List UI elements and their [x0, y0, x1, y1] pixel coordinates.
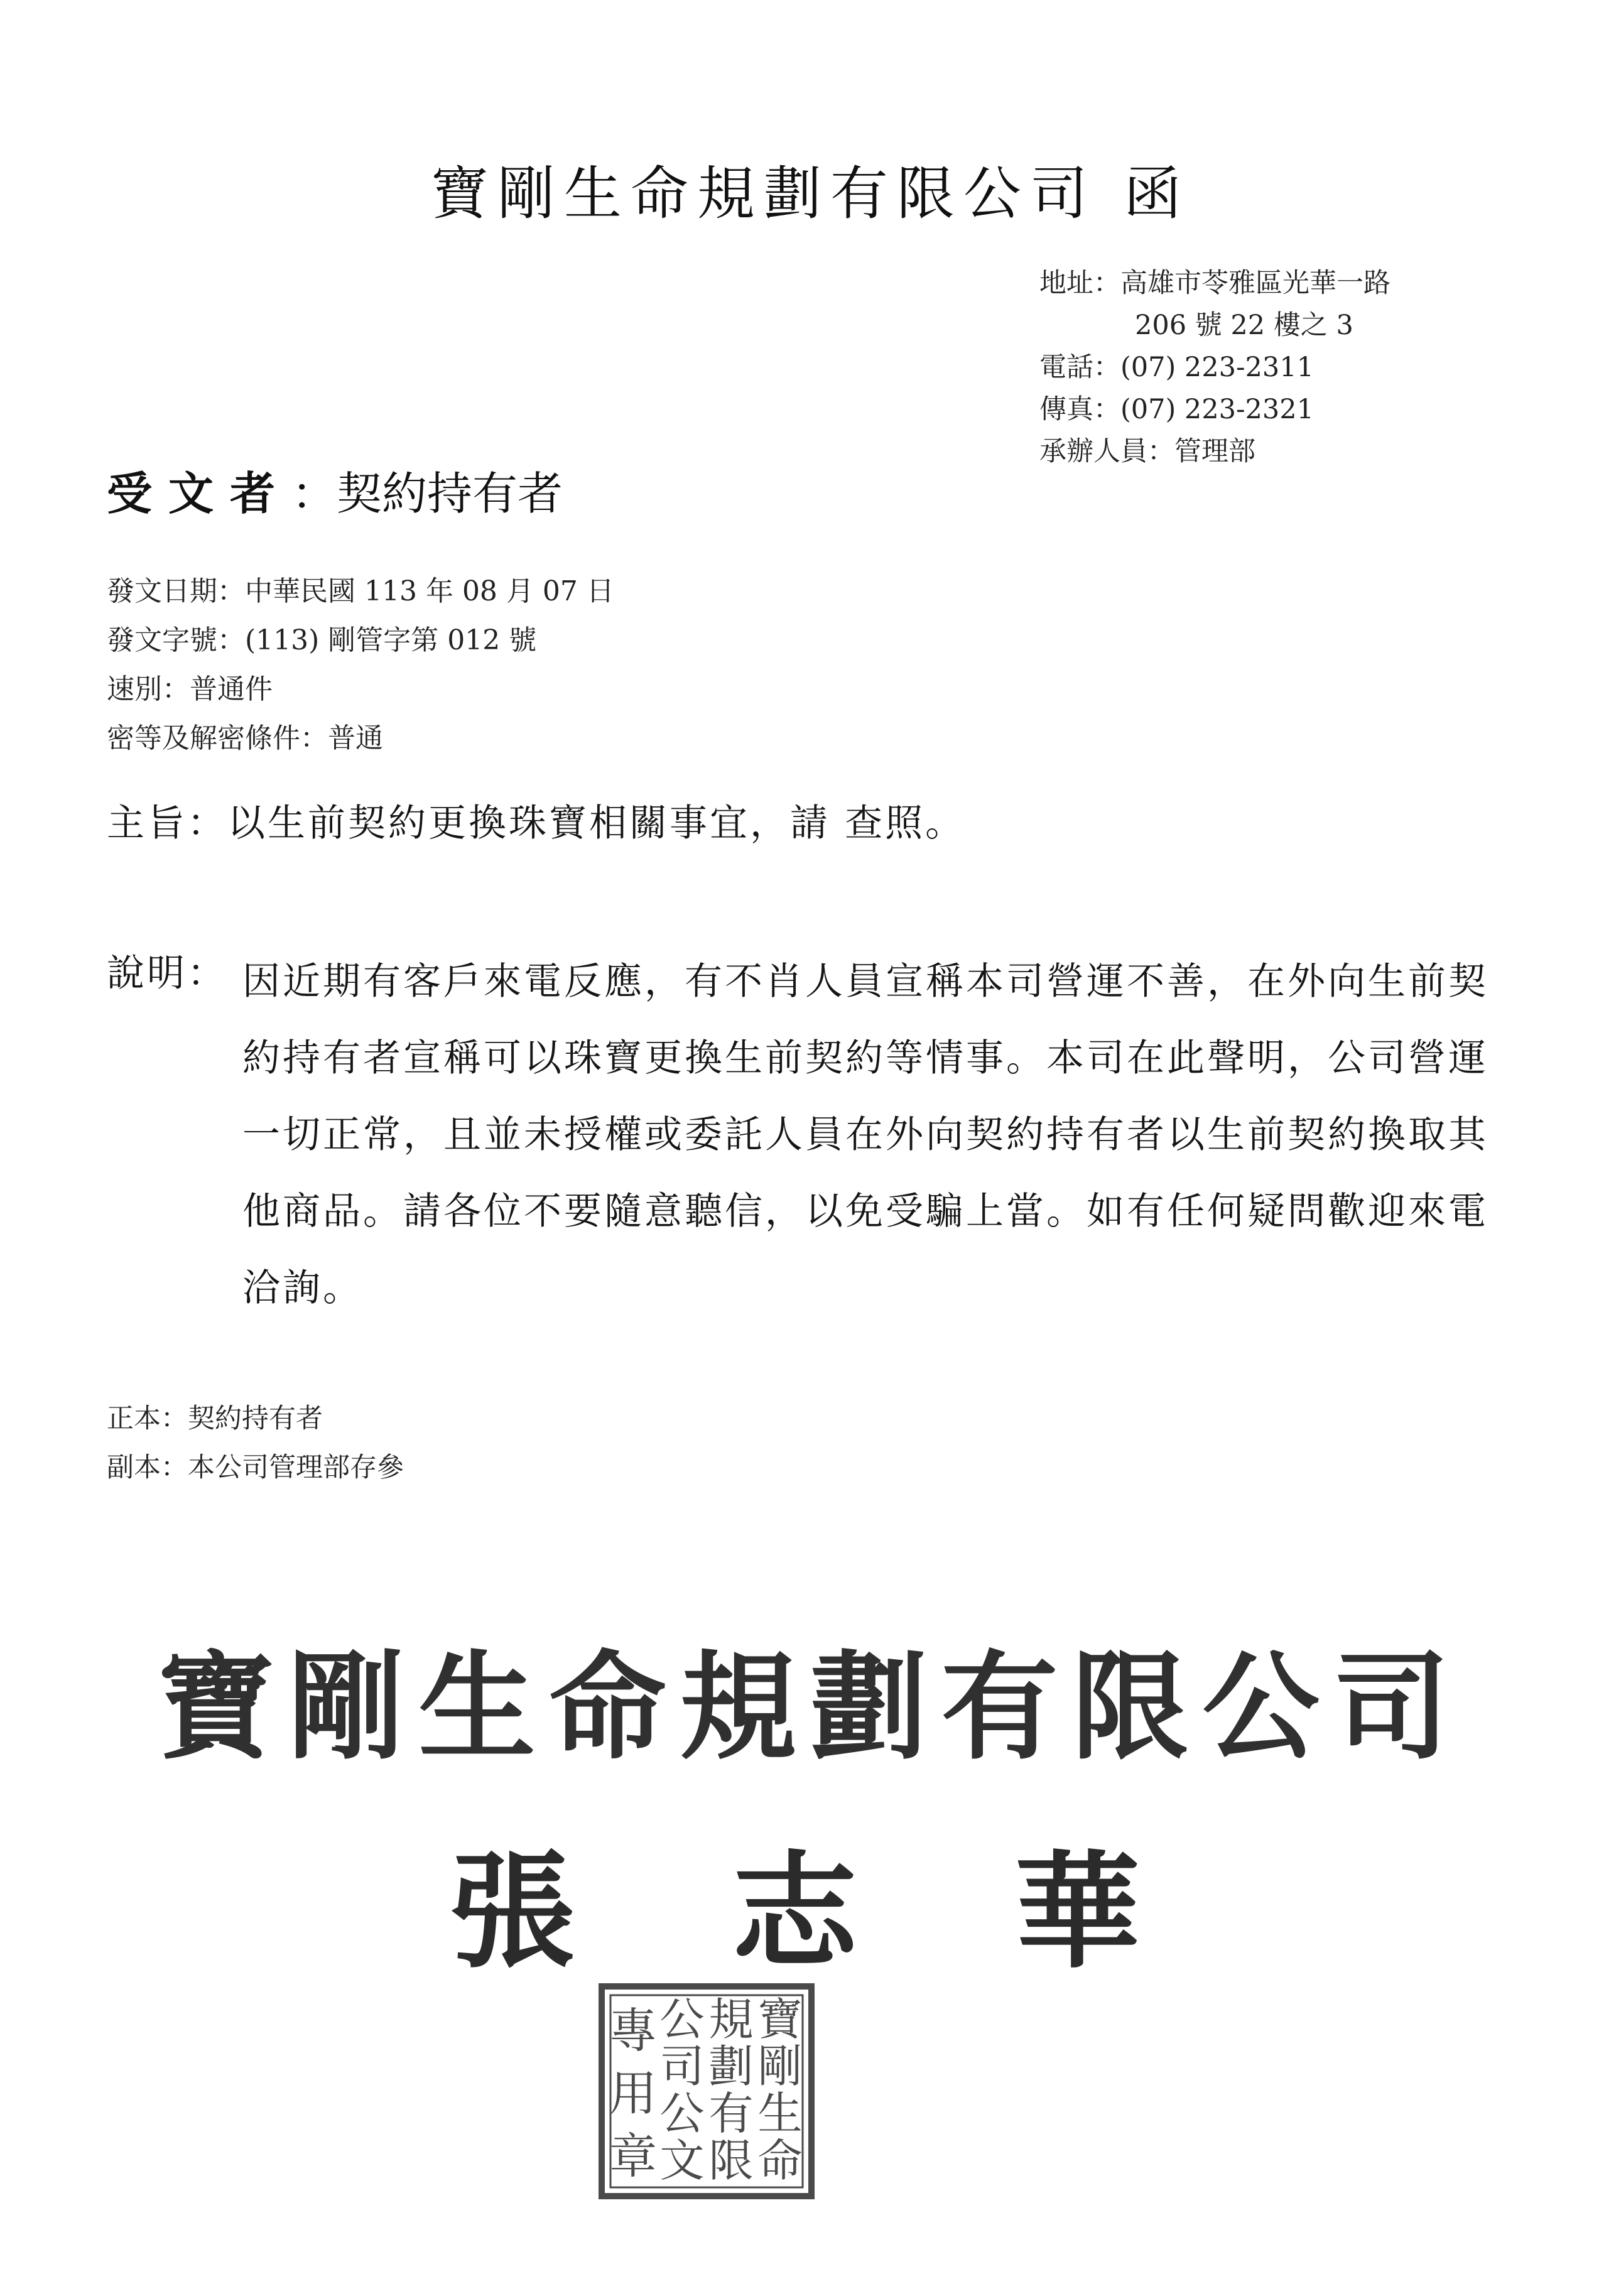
- seal-character: 劃: [708, 2040, 754, 2093]
- seal-character: 用: [609, 2066, 657, 2121]
- seal-character: 規: [708, 1993, 754, 2045]
- document-number: 發文字號：(113) 剛管字第 012 號: [107, 624, 537, 656]
- handler-line: 承辦人員：管理部: [1039, 436, 1255, 467]
- seal-character: 公: [659, 2088, 705, 2140]
- copy-recipient: 副本：本公司管理部存參: [107, 1452, 404, 1483]
- letter-title: 寶剛生命規劃有限公司 函: [430, 160, 1191, 227]
- seal-character: 公: [659, 1993, 705, 2045]
- description-label: 說明：: [107, 951, 227, 995]
- copies-block: [107, 1394, 404, 1492]
- recipient-value: ：契約持有者: [291, 467, 563, 520]
- representative-name-stamp: 張志華: [449, 1838, 1298, 1986]
- seal-character: 寶: [757, 1993, 803, 2045]
- recipient-label: 受文者: [107, 467, 292, 520]
- seal-character: 命: [757, 2135, 803, 2187]
- seal-character: 生: [757, 2088, 803, 2140]
- address-line-1: 地址：高雄市苓雅區光華一路: [1039, 268, 1391, 299]
- address-line-2: 206 號 22 樓之 3: [1135, 310, 1353, 341]
- seal-character: 專: [609, 2003, 657, 2059]
- classification: 密等及解密條件：普通: [107, 722, 383, 754]
- seal-character: 限: [708, 2135, 754, 2187]
- recipient-line: [107, 457, 563, 523]
- seal-character: 剛: [757, 2040, 803, 2093]
- official-seal: [597, 1981, 816, 2201]
- phone-line: 電話：(07) 223-2311: [1039, 352, 1314, 383]
- seal-character: 章: [609, 2128, 657, 2184]
- seal-character: 文: [659, 2135, 705, 2187]
- document-meta: [107, 567, 614, 763]
- description-body: 因近期有客戶來電反應，有不肖人員宣稱本司營運不善，在外向生前契約持有者宣稱可以珠寶更換生前契約等情事。本司在此聲明，公司營運一切正常，且並未授權或委託人員在外向契約持有者以生前契約換取其他商品。請各位不要隨意聽信，以免受騙上當。如有任何疑問歡迎來電洽詢。: [242, 960, 1488, 1310]
- issue-date: 發文日期：中華民國 113 年 08 月 07 日: [107, 575, 614, 607]
- delivery-speed: 速別：普通件: [107, 673, 273, 705]
- original-recipient: 正本：契約持有者: [107, 1403, 323, 1434]
- company-name-stamp: 寶剛生命規劃有限公司: [157, 1638, 1464, 1775]
- seal-character: 有: [708, 2088, 754, 2140]
- subject-line: 主旨：以生前契約更換珠寶相關事宜，請 查照。: [107, 801, 966, 845]
- sender-contact-block: [1039, 263, 1391, 473]
- fax-line: 傳真：(07) 223-2321: [1039, 394, 1314, 425]
- seal-character: 司: [659, 2040, 705, 2093]
